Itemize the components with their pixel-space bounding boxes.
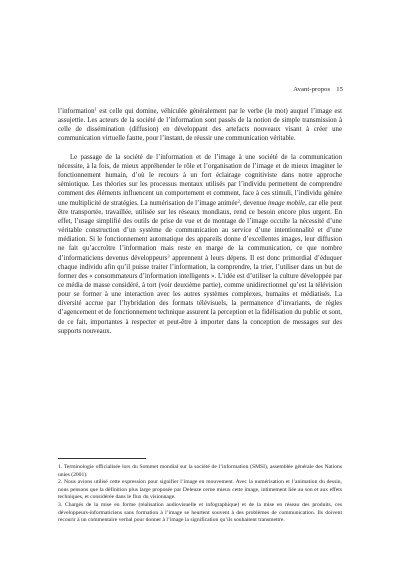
paragraph-2-part-a: Le passage de la société de l’information et de l’image à une société de la communication nécessite, à la fois, de mieux appréhender le rôle et l’organisation de l’image et de mieux imaginer le fonctionnement humain, d’où le recours à un fort éclairage cognitiviste dans notre approche sémiotique. Les théories sur les processus mentaux utilisés par l’individu permettent de comprendre comment des éléments influencent un comportement et comment, face à ces stimuli, l’individu génère une multiplicité de stratégies. La numérisation de l’image animée [58,153,342,207]
paragraph-2-italic-term: image mobile [267,199,305,207]
paragraph-1 [58,107,342,144]
running-header [293,86,343,93]
footnote-ref-3: 3 [167,252,170,258]
footnote-ref-2: 2 [237,198,240,203]
main-text [58,107,342,336]
footnote-ref-1: 1 [94,106,97,112]
paragraph-1-lead: l’information [58,108,95,115]
paragraph-2-part-d: apprennent à leurs dépens. Il est donc primordial d’éduquer chaque individu afin qu’il puisse traiter l’information, la comprendre, la trier, l’utiliser dans un but de former des « consommateurs d’information intelligents ». L’idée est d’utiliser la culture développée par ce média de masse considéré, à tort (voir deuxième partie), comme unidirectionnel qu’est la télévision pour se former à une interaction avec les autres systèmes complexes, humains et médiatisés. La diversité accrue par l’hybridation des formats télévisuels, la permanence d’invariants, de règles d’agencement et de fonctionnement technique assurent la perception et la fidélisation du public et sont, de ce fait, importantes à respecter et peut-être à importer dans la conception de messages sur des supports nouveaux. [58,254,342,335]
paragraph-2-part-b: , devenue [239,199,268,207]
page-number: 15 [336,86,343,93]
footnote-2: 2. Nous avions utilisé cette expression pour signifier l’image en mouvement. Avec la numérisation et l’animation du dessin, nous pensons que la définition plus large proposée par Deleuze cerne mieux cette image, intimement liée au son et aux effets techniques, et considérée dans le flux du visionnage. [58,479,342,501]
footnotes [58,464,342,525]
running-header-section: Avant-propos [293,86,331,93]
footnote-1: 1. Terminologie officialisée lors du Sommet mondial sur la société de l’information (SMSI), assemblée générale des Nations unies (2001). [58,464,342,478]
footnote-separator [58,458,146,459]
paragraph-1-rest: est celle qui domine, véhiculée généralement par le verbe (le mot) auquel l’image est assujettie. Les acteurs de la société de l’information sont passés de la notion de simple transmission à celle de dissémination (diffusion) en développant des artefacts nouveaux visant à créer une communication virtuelle fautte, pour l’instant, de réussir une communication véritable. [58,108,342,143]
paragraph-2-part-c: , car elle peut être transportée, travaillée, utilisée sur les réseaux mondiaux, rend ce besoin encore plus urgent. En effet, l’usage simplifié des outils de prise de vue et de montage de l’image occulte la nécessité d’une véritable construction d’un système de communication au service d’une intentionnalité et d’une médiation. Si le fonctionnement automatique des appareils donne d’excellentes images, leur diffusion ne fait qu’accroître l’information mais reste en marge de la communication, ce que nombre d’informaticiens devenus développeurs [58,199,342,262]
paragraph-2 [58,153,342,336]
footnote-3: 3. Chargés de la mise en forme (réalisation audiovisuelle et infographique) et de la mise en réseau des produits, ces développeurs-informaticiens sans formation à l’image se heurtent souvent à des problèmes de communication. Ils doivent recourir à un commentaire verbal pour donner à l’image la signification qu’ils souhaitent transmettre. [58,501,342,524]
